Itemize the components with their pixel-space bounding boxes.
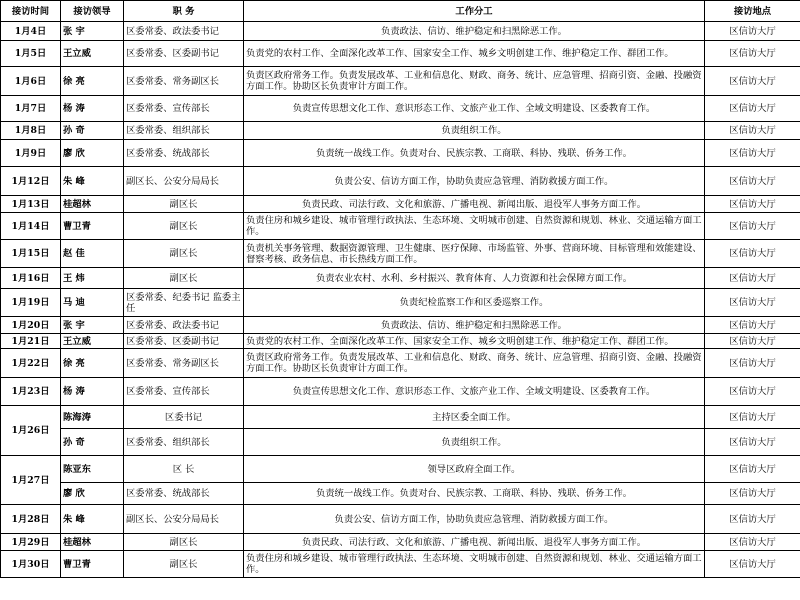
table-row [1, 289, 800, 317]
position-cell: 区委常委、常务副区长 [124, 67, 244, 96]
visit-date-cell: 1月23日 [1, 378, 61, 406]
location-cell: 区信访大厅 [705, 505, 800, 534]
visit-date-cell: 1月7日 [1, 96, 61, 122]
table-row [1, 429, 800, 456]
location-cell: 区信访大厅 [705, 213, 800, 240]
leader-name-cell: 廖 欣 [61, 140, 124, 167]
duty-cell: 负责宣传思想文化工作、意识形态工作、文旅产业工作、全域文明建设、区委教育工作。 [244, 96, 705, 122]
column-header-leader: 接访领导 [61, 1, 124, 22]
table-row [1, 378, 800, 406]
leader-name-cell: 陈亚东 [61, 456, 124, 483]
position-cell: 区委常委、纪委书记 监委主任 [124, 289, 244, 317]
duty-cell: 负责纪检监察工作和区委巡察工作。 [244, 289, 705, 317]
location-cell: 区信访大厅 [705, 268, 800, 289]
location-cell: 区信访大厅 [705, 317, 800, 334]
position-cell: 副区长 [124, 551, 244, 578]
leader-name-cell: 赵 佳 [61, 240, 124, 268]
location-cell: 区信访大厅 [705, 240, 800, 268]
table-row [1, 240, 800, 268]
duty-cell: 负责宣传思想文化工作、意识形态工作、文旅产业工作、全域文明建设、区委教育工作。 [244, 378, 705, 406]
location-cell: 区信访大厅 [705, 456, 800, 483]
leader-name-cell: 孙 奇 [61, 429, 124, 456]
duty-cell: 负责机关事务管理、数据资源管理、卫生健康、医疗保障、市场监管、外事、营商环境、目标管理和效能建设、督察考核、政务信息、市长热线方面工作。 [244, 240, 705, 268]
table-row [1, 349, 800, 378]
position-cell: 区委常委、组织部长 [124, 122, 244, 140]
position-cell: 副区长 [124, 196, 244, 213]
duty-cell: 负责民政、司法行政、文化和旅游、广播电视、新闻出版、退役军人事务方面工作。 [244, 196, 705, 213]
position-cell: 副区长、公安分局局长 [124, 505, 244, 534]
location-cell: 区信访大厅 [705, 534, 800, 551]
duty-cell: 负责民政、司法行政、文化和旅游、广播电视、新闻出版、退役军人事务方面工作。 [244, 534, 705, 551]
table-row [1, 140, 800, 167]
position-cell: 区委常委、统战部长 [124, 140, 244, 167]
visit-date-cell: 1月27日 [1, 456, 61, 505]
leader-name-cell: 陈海涛 [61, 406, 124, 429]
leader-name-cell: 廖 欣 [61, 483, 124, 505]
duty-cell: 负责住房和城乡建设、城市管理行政执法、生态环境、文明城市创建、自然资源和规划、林业、交通运输方面工作。 [244, 551, 705, 578]
visit-date-cell: 1月20日 [1, 317, 61, 334]
location-cell: 区信访大厅 [705, 289, 800, 317]
location-cell: 区信访大厅 [705, 122, 800, 140]
table-body [1, 22, 800, 578]
position-cell: 区委常委、政法委书记 [124, 317, 244, 334]
position-cell: 区委常委、宣传部长 [124, 378, 244, 406]
position-cell: 区委常委、政法委书记 [124, 22, 244, 41]
position-cell: 副区长 [124, 240, 244, 268]
position-cell: 副区长 [124, 213, 244, 240]
visit-date-cell: 1月4日 [1, 22, 61, 41]
duty-cell: 负责公安、信访方面工作，协助负责应急管理、消防救援方面工作。 [244, 167, 705, 196]
location-cell: 区信访大厅 [705, 349, 800, 378]
table-row [1, 22, 800, 41]
position-cell: 区委常委、区委副书记 [124, 41, 244, 67]
leader-name-cell: 王立威 [61, 41, 124, 67]
leader-name-cell: 杨 涛 [61, 96, 124, 122]
location-cell: 区信访大厅 [705, 429, 800, 456]
visit-date-cell: 1月22日 [1, 349, 61, 378]
visit-date-cell: 1月6日 [1, 67, 61, 96]
table-row [1, 483, 800, 505]
duty-cell: 领导区政府全面工作。 [244, 456, 705, 483]
table-header-row [1, 1, 800, 22]
position-cell: 副区长、公安分局局长 [124, 167, 244, 196]
position-cell: 区委常委、统战部长 [124, 483, 244, 505]
location-cell: 区信访大厅 [705, 406, 800, 429]
leader-name-cell: 张 宇 [61, 22, 124, 41]
location-cell: 区信访大厅 [705, 378, 800, 406]
location-cell: 区信访大厅 [705, 140, 800, 167]
visit-date-cell: 1月30日 [1, 551, 61, 578]
visit-date-cell: 1月16日 [1, 268, 61, 289]
duty-cell: 负责党的农村工作、全面深化改革工作、国家安全工作、城乡文明创建工作、维护稳定工作、群团工作。 [244, 334, 705, 349]
table-row [1, 317, 800, 334]
visit-date-cell: 1月8日 [1, 122, 61, 140]
position-cell: 区委常委、常务副区长 [124, 349, 244, 378]
leader-name-cell: 曹卫青 [61, 551, 124, 578]
table-row [1, 122, 800, 140]
duty-cell: 负责政法、信访、维护稳定和扫黑除恶工作。 [244, 317, 705, 334]
duty-cell: 负责统一战线工作。负责对台、民族宗教、工商联、科协、残联、侨务工作。 [244, 483, 705, 505]
duty-cell: 负责住房和城乡建设、城市管理行政执法、生态环境、文明城市创建、自然资源和规划、林业、交通运输方面工作。 [244, 213, 705, 240]
leader-name-cell: 徐 亮 [61, 349, 124, 378]
table-row [1, 268, 800, 289]
position-cell: 副区长 [124, 534, 244, 551]
location-cell: 区信访大厅 [705, 167, 800, 196]
table-row [1, 167, 800, 196]
duty-cell: 负责区政府常务工作。负责发展改革、工业和信息化、财政、商务、统计、应急管理、招商引资、金融、投融资方面工作。协助区长负责审计方面工作。 [244, 67, 705, 96]
duty-cell: 负责组织工作。 [244, 429, 705, 456]
visit-date-cell: 1月28日 [1, 505, 61, 534]
position-cell: 区委书记 [124, 406, 244, 429]
position-cell: 副区长 [124, 268, 244, 289]
table-row [1, 551, 800, 578]
location-cell: 区信访大厅 [705, 22, 800, 41]
visit-date-cell: 1月19日 [1, 289, 61, 317]
leader-name-cell: 徐 亮 [61, 67, 124, 96]
duty-cell: 负责农业农村、水利、乡村振兴、教育体育、人力资源和社会保障方面工作。 [244, 268, 705, 289]
column-header-position: 职 务 [124, 1, 244, 22]
location-cell: 区信访大厅 [705, 67, 800, 96]
duty-cell: 负责公安、信访方面工作，协助负责应急管理、消防救援方面工作。 [244, 505, 705, 534]
location-cell: 区信访大厅 [705, 334, 800, 349]
table-row [1, 334, 800, 349]
visit-date-cell: 1月5日 [1, 41, 61, 67]
location-cell: 区信访大厅 [705, 41, 800, 67]
leader-name-cell: 王 炜 [61, 268, 124, 289]
visit-date-cell: 1月26日 [1, 406, 61, 456]
leader-name-cell: 曹卫青 [61, 213, 124, 240]
duty-cell: 负责区政府常务工作。负责发展改革、工业和信息化、财政、商务、统计、应急管理、招商引资、金融、投融资方面工作。协助区长负责审计方面工作。 [244, 349, 705, 378]
table-row [1, 213, 800, 240]
location-cell: 区信访大厅 [705, 551, 800, 578]
location-cell: 区信访大厅 [705, 96, 800, 122]
visit-date-cell: 1月29日 [1, 534, 61, 551]
visit-date-cell: 1月13日 [1, 196, 61, 213]
visit-date-cell: 1月15日 [1, 240, 61, 268]
table-row [1, 505, 800, 534]
column-header-place: 接访地点 [705, 1, 800, 22]
leader-name-cell: 朱 峰 [61, 167, 124, 196]
leader-name-cell: 杨 涛 [61, 378, 124, 406]
table-row [1, 456, 800, 483]
duty-cell: 负责组织工作。 [244, 122, 705, 140]
position-cell: 区委常委、宣传部长 [124, 96, 244, 122]
leader-name-cell: 桂超林 [61, 534, 124, 551]
table-row [1, 96, 800, 122]
position-cell: 区 长 [124, 456, 244, 483]
table-row [1, 534, 800, 551]
leader-name-cell: 朱 峰 [61, 505, 124, 534]
position-cell: 区委常委、区委副书记 [124, 334, 244, 349]
duty-cell: 主持区委全面工作。 [244, 406, 705, 429]
leader-name-cell: 桂超林 [61, 196, 124, 213]
duty-cell: 负责党的农村工作、全面深化改革工作、国家安全工作、城乡文明创建工作、维护稳定工作、群团工作。 [244, 41, 705, 67]
visit-date-cell: 1月21日 [1, 334, 61, 349]
visit-date-cell: 1月12日 [1, 167, 61, 196]
position-cell: 区委常委、组织部长 [124, 429, 244, 456]
leader-name-cell: 马 迪 [61, 289, 124, 317]
visit-date-cell: 1月14日 [1, 213, 61, 240]
table-row [1, 196, 800, 213]
location-cell: 区信访大厅 [705, 196, 800, 213]
location-cell: 区信访大厅 [705, 483, 800, 505]
table-row [1, 406, 800, 429]
column-header-time: 接访时间 [1, 1, 61, 22]
table-row [1, 67, 800, 96]
table-row [1, 41, 800, 67]
duty-cell: 负责政法、信访、维护稳定和扫黑除恶工作。 [244, 22, 705, 41]
leader-name-cell: 孙 奇 [61, 122, 124, 140]
column-header-duty: 工作分工 [244, 1, 705, 22]
duty-cell: 负责统一战线工作。负责对台、民族宗教、工商联、科协、残联、侨务工作。 [244, 140, 705, 167]
leader-name-cell: 张 宇 [61, 317, 124, 334]
leader-name-cell: 王立威 [61, 334, 124, 349]
visit-date-cell: 1月9日 [1, 140, 61, 167]
